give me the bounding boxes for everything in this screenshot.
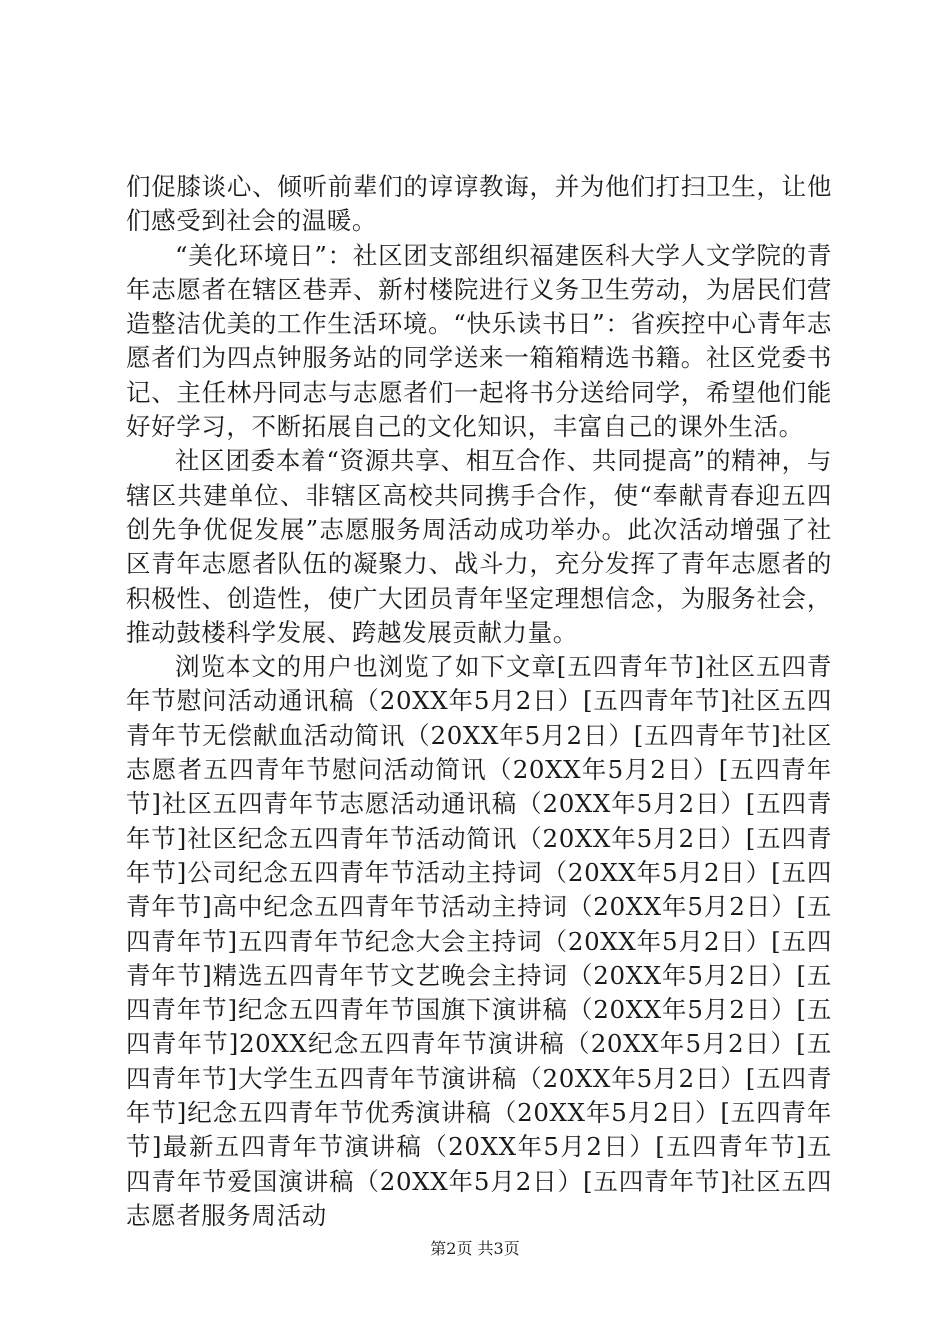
document-body <box>126 170 832 1233</box>
paragraph-summary: 社区团委本着“资源共享、相互合作、共同提高”的精神，与辖区共建单位、非辖区高校共同携手合作，使“奉献青春迎五四创先争优促发展”志愿服务周活动成功举办。此次活动增强了社区青年志愿者队伍的凝聚力、战斗力，充分发挥了青年志愿者的积极性、创造性，使广大团员青年坚定理想信念，为服务社会，推动鼓楼科学发展、跨越发展贡献力量。 <box>126 446 832 647</box>
page-number: 第2页 共3页 <box>430 1239 520 1258</box>
page-footer <box>0 1236 950 1259</box>
paragraph-activity-days: “美化环境日”：社区团支部组织福建医科大学人文学院的青年志愿者在辖区巷弄、新村楼院进行义务卫生劳动，为居民们营造整洁优美的工作生活环境。“快乐读书日”：省疾控中心青年志愿者们为四点钟服务站的同学送来一箱箱精选书籍。社区党委书记、主任林丹同志与志愿者们一起将书分送给同学，希望他们能好好学习，不断拓展自己的文化知识，丰富自己的课外生活。 <box>126 240 832 442</box>
paragraph-continuation: 们促膝谈心、倾听前辈们的谆谆教诲，并为他们打扫卫生，让他们感受到社会的温暖。 <box>126 172 832 236</box>
paragraph-related-articles: 浏览本文的用户也浏览了如下文章[五四青年节]社区五四青年节慰问活动通讯稿（20XX年5月2日）[五四青年节]社区五四青年节无偿献血活动简讯（20XX年5月2日）[五四青年节]社区志愿者五四青年节慰问活动简讯（20XX年5月2日）[五四青年节]社区五四青年节志愿活动通讯稿（20XX年5月2日）[五四青年节]社区纪念五四青年节活动简讯（20XX年5月2日）[五四青年节]公司纪念五四青年节活动主持词（20XX年5月2日）[五四青年节]高中纪念五四青年节活动主持词（20XX年5月2日）[五四青年节]五四青年节纪念大会主持词（20XX年5月2日）[五四青年节]精选五四青年节文艺晚会主持词（20XX年5月2日）[五四青年节]纪念五四青年节国旗下演讲稿（20XX年5月2日）[五四青年节]20XX纪念五四青年节演讲稿（20XX年5月2日）[五四青年节]大学生五四青年节演讲稿（20XX年5月2日）[五四青年节]纪念五四青年节优秀演讲稿（20XX年5月2日）[五四青年节]最新五四青年节演讲稿（20XX年5月2日）[五四青年节]五四青年节爱国演讲稿（20XX年5月2日）[五四青年节]社区五四志愿者服务周活动 <box>126 652 832 1230</box>
